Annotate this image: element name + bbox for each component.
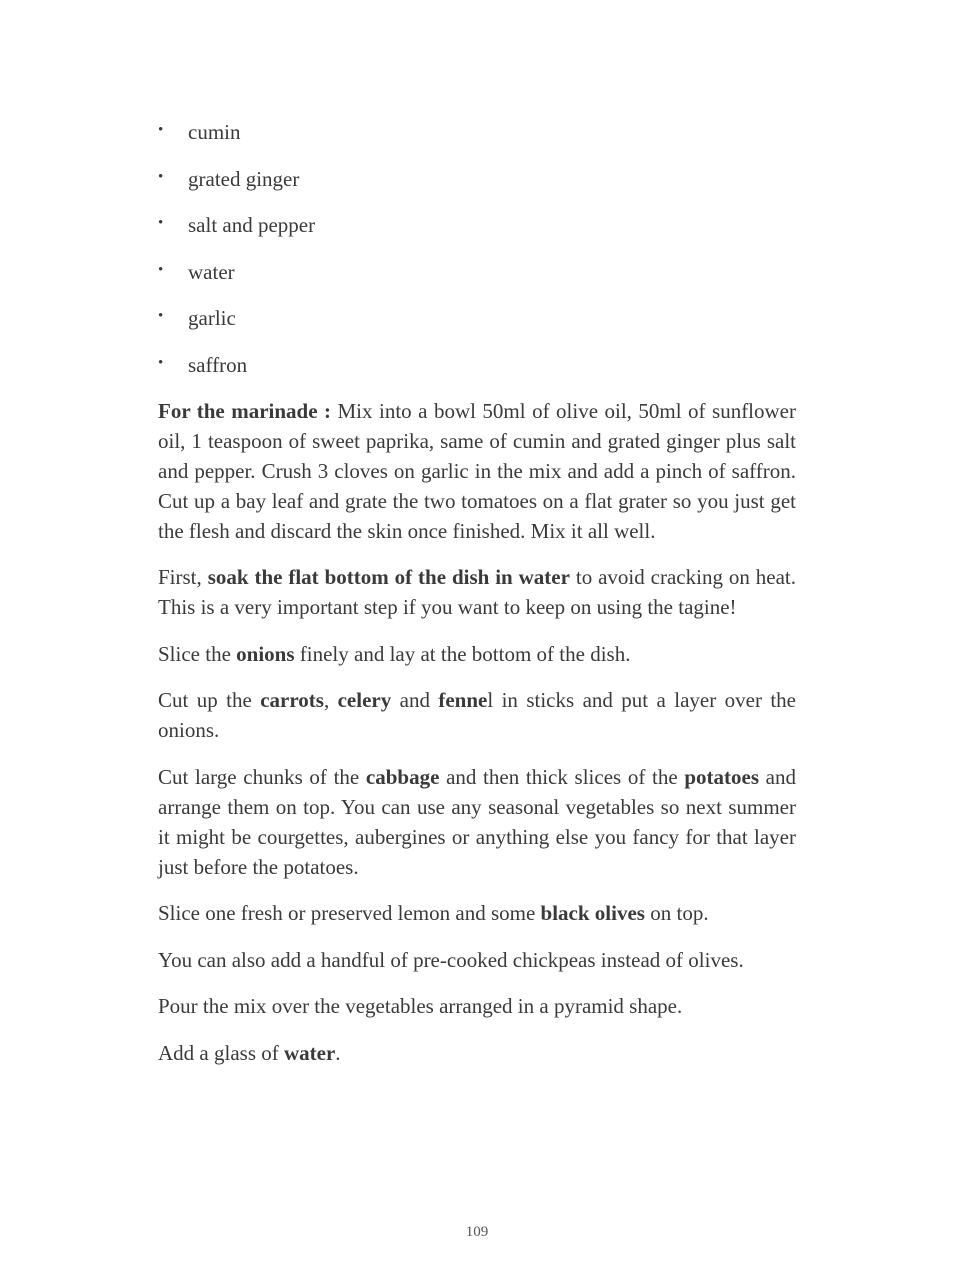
bold-text: cabbage [365, 764, 440, 789]
bold-text: black olives [540, 901, 645, 926]
page-content [158, 117, 796, 1084]
list-item [158, 117, 796, 147]
bullet-icon: • [158, 261, 164, 278]
bold-text: carrots [260, 688, 324, 713]
list-item-text: salt and pepper [188, 213, 316, 238]
body-text: and arrange them on top. You can use any seasonal vegetables so next summer it might be courgettes, aubergines or anything else you fancy for that layer just before the potatoes. [158, 764, 797, 879]
body-text: Mix into a bowl 50ml of olive oil, 50ml of sunflower oil, 1 teaspoon of sweet paprika, same of cumin and grated ginger plus salt and pepper. Crush 3 cloves on garlic in the mix and add a pinch of saffron. Cut up a bay leaf and grate the two tomatoes on a flat grater so you just get the flesh and discard the skin once finished. Mix it all well. [158, 398, 796, 543]
paragraph-chickpeas [158, 945, 796, 975]
bullet-icon: • [158, 122, 164, 138]
body-text: finely and lay at the bottom of the dish. [294, 641, 631, 666]
bullet-icon: • [158, 215, 164, 232]
paragraph-water [158, 1038, 796, 1068]
page-number: 109 [465, 1224, 489, 1240]
body-text: Slice the [158, 641, 237, 666]
ingredient-list [158, 117, 796, 380]
list-item-text: cumin [188, 120, 241, 144]
body-text: First, [158, 565, 208, 590]
bullet-icon: • [158, 308, 164, 325]
body-text: Add a glass of [158, 1040, 284, 1065]
list-item-text: garlic [188, 306, 236, 331]
bold-text: onions [236, 641, 295, 666]
list-item [158, 164, 796, 194]
body-text: You can also add a handful of pre-cooked chickpeas instead of olives. [158, 947, 744, 972]
body-text: Cut up the [158, 688, 261, 713]
list-item-text: saffron [188, 352, 248, 377]
list-item-text: grated ginger [188, 166, 300, 191]
bold-text: For the marinade : [158, 398, 332, 423]
paragraph-lemon [158, 898, 796, 928]
body-text: , [323, 688, 338, 713]
body-text: to avoid cracking on heat. This is a very important step if you want to keep on using the tagine! [158, 565, 797, 620]
body-text: l in sticks and put a layer over the onions. [158, 688, 796, 743]
bullet-icon: • [158, 168, 164, 185]
paragraph-cabbage [158, 762, 796, 882]
paragraph-marinade [158, 396, 796, 546]
paragraph-carrots [158, 685, 796, 745]
list-item [158, 350, 796, 380]
body-text: on top. [644, 901, 709, 926]
paragraph-soak [158, 562, 796, 622]
list-item [158, 257, 796, 287]
body-text: and [391, 688, 439, 713]
list-item-text: water [188, 259, 235, 284]
bold-text: fenne [438, 688, 488, 713]
body-text: . [335, 1040, 341, 1065]
body-text: Slice one fresh or preserved lemon and some [158, 901, 541, 926]
paragraph-onions [158, 639, 796, 669]
list-item [158, 210, 796, 240]
bold-text: water [283, 1040, 336, 1065]
body-text: Cut large chunks of the [158, 764, 366, 789]
body-text: and then thick slices of the [439, 764, 685, 789]
bold-text: celery [337, 688, 392, 713]
bullet-icon: • [158, 354, 164, 371]
bold-text: soak the flat bottom of the dish in water [207, 565, 570, 590]
bold-text: potatoes [684, 764, 760, 789]
body-text: Pour the mix over the vegetables arranged in a pyramid shape. [158, 994, 683, 1019]
list-item [158, 303, 796, 333]
paragraph-pour [158, 991, 796, 1021]
